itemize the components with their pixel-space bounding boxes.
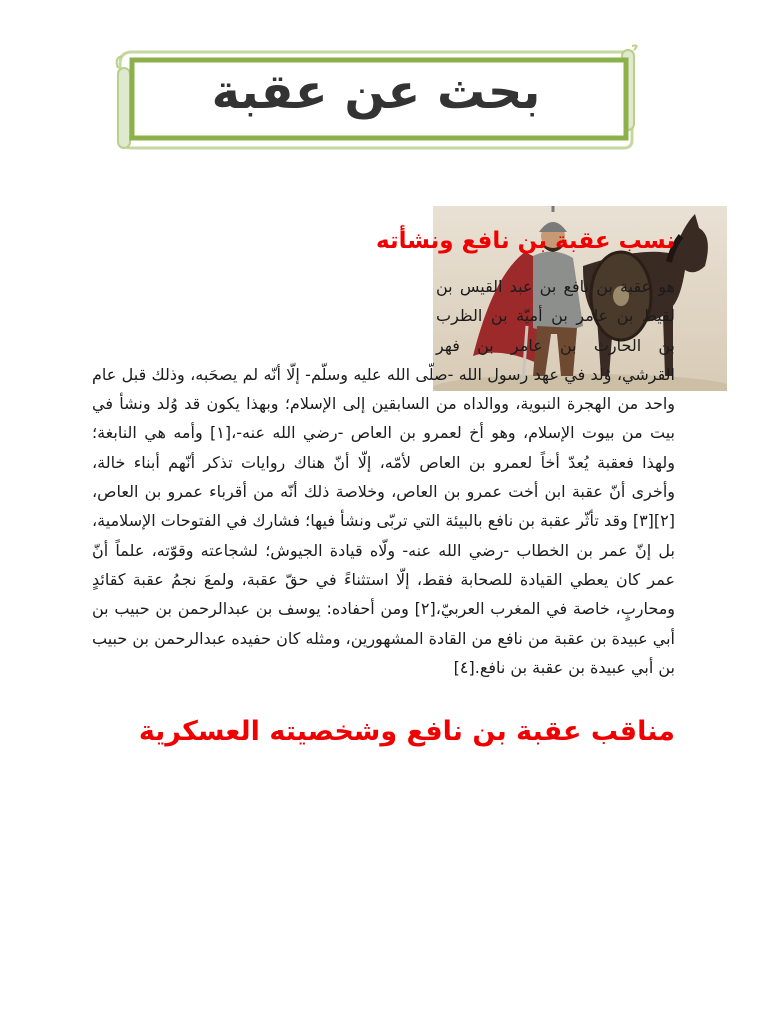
article-body <box>92 222 675 752</box>
lineage-paragraph: هو عقبة بن نافع بن عبد القيس بن لقيط بن عامر بن أميّة بن الظرب بن الحارث بن عامر بن فهر القرشي، وُلد في عهد رسول الله -صلّى الله عليه وسلّم- إلّا أنّه لم يصحَبه، وذلك قبل عام واحد من الهجرة النبوية، ووالداه من السابقين إلى الإسلام؛ وبهذا يكون قد وُلد ونشأ في بيت من بيوت الإسلام، وهو أخ لعمرو بن العاص -رضي الله عنه-،[١] وأمه هي النابغة؛ ولهذا فعقبة يُعدّ أخاً لعمرو بن العاص لأمّه، إلّا أنّ هناك روايات تذكر أنّهم أبناء خالة، وأخرى أنّ عقبة ابن أخت عمرو بن العاص، وخلاصة ذلك أنّه من أقرباء عمرو بن العاص،[٢][٣] وقد تأثّر عقبة بن نافع بالبيئة التي تربّى ونشأ فيها؛ فشارك في الفتوحات الإسلامية، بل إنّ عمر بن الخطاب -رضي الله عنه- ولّاه قيادة الجيوش؛ لشجاعته وقوّته، علماً أنّ عمر كان يعطي القيادة للصحابة فقط، إلّا استثناءً في حقّ عقبة، ولمعَ نجمُ عقبة كقائدٍ ومحاربٍ، خاصة في المغرب العربيّ،[٢] ومن أحفاده: يوسف بن عبدالرحمن بن حبيب بن أبي عبيدة بن عقبة من نافع من القادة المشهورين، ومثله كان حفيده عبدالرحمن بن حبيب بن أبي عبيدة بن عقبة بن نافع.[٤] <box>92 272 675 682</box>
section-heading-virtues: مناقب عقبة بن نافع وشخصيته العسكرية <box>138 716 675 748</box>
image-wrap-spacer <box>92 268 436 348</box>
title-banner <box>112 44 640 150</box>
page-title: بحث عن عقبة <box>211 64 541 120</box>
section-heading-lineage: نسب عقبة بن نافع ونشأته <box>376 228 675 254</box>
